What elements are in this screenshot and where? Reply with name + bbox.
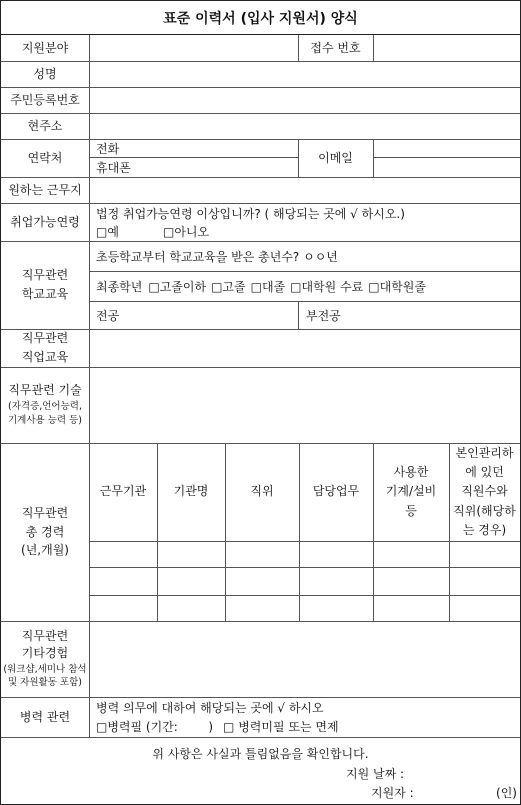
phone-label: 전화 xyxy=(96,141,120,156)
career-header-org: 근무기관 xyxy=(99,484,147,499)
education-label-line2: 학교교육 xyxy=(21,287,69,301)
education-option-grad-degree[interactable]: □대학원졸 xyxy=(368,279,426,294)
skills-label xyxy=(1,367,89,443)
email-label: 이메일 xyxy=(318,150,353,165)
military-options-row xyxy=(96,717,516,736)
row-divider xyxy=(89,595,520,596)
career-header-duty: 담당업무 xyxy=(312,484,360,499)
employable-age-no-checkbox[interactable]: □아니오 xyxy=(163,224,210,239)
employable-age-question: 법정 취업가능연령 이상입니까? ( 해당되는 곳에 √ 하시오.) xyxy=(96,206,405,221)
receipt-number-input[interactable] xyxy=(374,36,519,60)
address-input[interactable] xyxy=(90,114,519,138)
military-question: 병력 의무에 대하여 해당되는 곳에 √ 하시오 xyxy=(96,701,324,715)
career-header-equipment-line3: 등 xyxy=(405,503,417,518)
skills-input[interactable] xyxy=(90,368,519,442)
seal-mark: (인) xyxy=(496,785,517,800)
career-label xyxy=(1,443,89,621)
mobile-label: 휴대폰 xyxy=(96,161,131,175)
confirmation-text: 위 사항은 사실과 틀림없음을 확인합니다. xyxy=(152,746,369,761)
desired-location-label: 원하는 근무지 xyxy=(8,182,82,197)
application-date-label: 지원 날짜 : xyxy=(346,766,405,781)
career-header-management-line1: 본인관리하 xyxy=(455,446,514,461)
minor-label: 부전공 xyxy=(306,308,341,323)
other-experience-label-line4: 및 자원활동 포함) xyxy=(7,677,82,689)
other-experience-label-line3: (워크샵,세미나 참석 xyxy=(3,663,87,675)
applicant-field-label: 지원분야 xyxy=(21,40,69,55)
email-input[interactable] xyxy=(374,140,519,176)
receipt-number-label: 접수 번호 xyxy=(310,40,361,55)
other-experience-label-line2: 기타경험 xyxy=(21,646,69,661)
skills-label-line1: 직무관련 기술 xyxy=(8,382,82,397)
vocational-label xyxy=(1,329,89,367)
form-title: 표준 이력서 (입사 지원서) 양식 xyxy=(1,1,520,35)
final-education-label: 최종학년 xyxy=(96,279,143,294)
military-label: 병력 관련 xyxy=(19,709,71,724)
education-years-question: 초등학교부터 학교교육을 받은 총년수? ㅇㅇ년 xyxy=(96,249,338,264)
education-option-college[interactable]: □대졸 xyxy=(250,279,286,294)
other-experience-input[interactable] xyxy=(90,622,519,696)
applicant-signature-label: 지원자 : xyxy=(371,785,414,800)
education-label xyxy=(1,241,89,329)
career-header-agency: 기관명 xyxy=(173,484,209,499)
name-input[interactable] xyxy=(90,62,519,86)
vocational-label-line2: 직업교육 xyxy=(21,350,69,364)
vocational-label-line1: 직무관련 xyxy=(21,331,69,346)
career-header-equipment xyxy=(373,443,449,541)
career-header-management-line5: 는 경우) xyxy=(462,522,507,537)
skills-label-line2: (자격증,언어능력, xyxy=(8,400,82,412)
row-divider xyxy=(1,737,520,738)
education-option-highschool[interactable]: □고졸 xyxy=(211,279,246,294)
career-header-equipment-line1: 사용한 xyxy=(393,465,429,480)
vocational-input[interactable] xyxy=(90,330,519,366)
desired-location-input[interactable] xyxy=(90,178,519,202)
column-divider xyxy=(298,301,299,329)
address-label: 현주소 xyxy=(27,118,63,133)
major-label: 전공 xyxy=(96,308,120,323)
education-option-below-highschool[interactable]: □고졸이하 xyxy=(148,279,207,294)
career-label-line2: 총 경력 xyxy=(25,524,65,539)
military-not-done-checkbox[interactable]: □ 병력미필 또는 면제 xyxy=(223,720,339,734)
employable-age-yes-checkbox[interactable]: □예 xyxy=(96,224,119,239)
other-experience-label xyxy=(1,621,89,697)
employable-age-label: 취업가능연령 xyxy=(10,214,80,229)
resident-number-input[interactable] xyxy=(90,88,519,112)
career-header-position: 직위 xyxy=(250,484,274,499)
row-divider xyxy=(89,567,520,568)
contact-label: 연락처 xyxy=(27,150,63,165)
career-header-management-line3: 직원수와 xyxy=(461,484,508,499)
education-option-grad-completion[interactable]: □대학원 수료 xyxy=(290,279,364,294)
applicant-field-input[interactable] xyxy=(90,36,297,60)
career-header-management-line4: 직위(해당하 xyxy=(453,503,516,518)
career-label-line1: 직무관련 xyxy=(21,506,69,521)
row-divider xyxy=(89,541,520,542)
name-label: 성명 xyxy=(33,66,57,81)
career-label-line3: (년,개월) xyxy=(21,543,69,558)
final-education-row xyxy=(96,271,516,301)
education-label-line1: 직무관련 xyxy=(21,268,69,283)
other-experience-label-line1: 직무관련 xyxy=(21,628,69,643)
career-header-equipment-line2: 기계/설비 xyxy=(385,484,437,499)
resident-number-label: 주민등록번호 xyxy=(10,92,80,107)
career-header-management xyxy=(449,443,520,541)
career-header-management-line2: 에 있던 xyxy=(465,465,504,480)
skills-label-line3: 기계사용 능력 등) xyxy=(8,415,82,427)
military-done-checkbox[interactable]: □병력필 (기간: ) xyxy=(96,720,214,734)
